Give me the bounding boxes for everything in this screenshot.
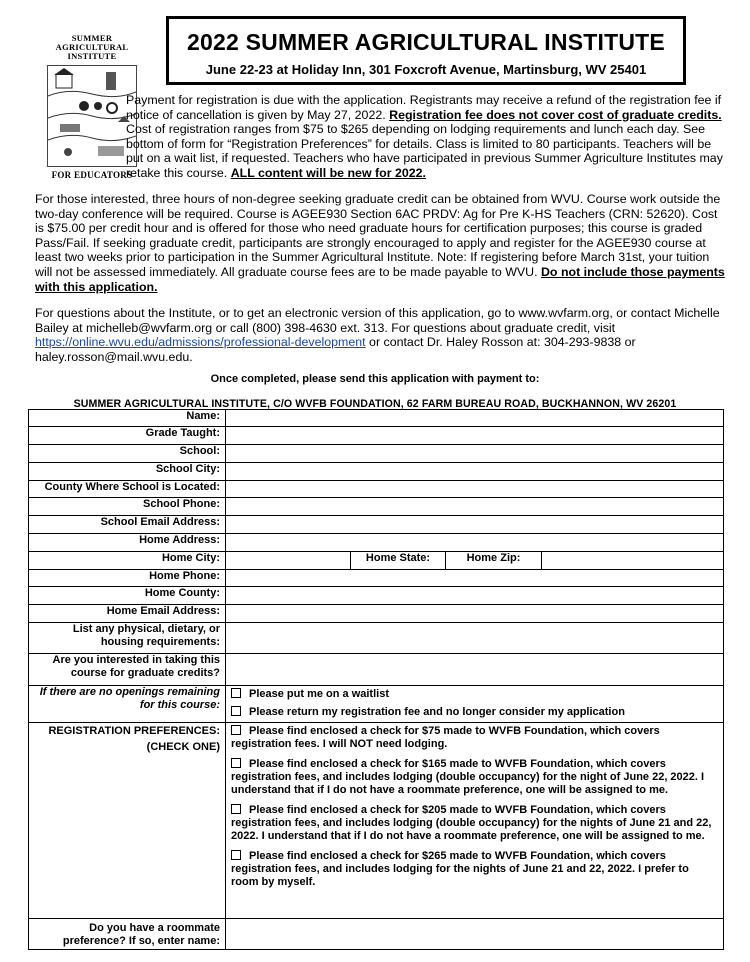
home-phone-label: Home Phone:	[29, 570, 226, 587]
contact-text-1: For questions about the Institute, or to get an electronic version of this application, go to www.wvfarm.org, or contact Michelle Bailey at michelleb@wvfarm.org or call (800) 398-4630 ext. 313. For questions about graduate credit, visit	[35, 306, 720, 335]
graduate-bold: Do not include those payments with this application.	[35, 264, 725, 294]
roommate-label: Do you have a roommate preference? If so, enter name:	[29, 919, 226, 950]
school-city-label: School City:	[29, 463, 226, 481]
county-field[interactable]	[226, 481, 724, 498]
school-phone-label: School Phone:	[29, 498, 226, 516]
grade-field[interactable]	[226, 427, 724, 445]
professional-development-link[interactable]: https://online.wvu.edu/admissions/professional-development	[35, 335, 366, 350]
home-city-label: Home City:	[29, 552, 226, 570]
option-265-label: Please find enclosed a check for $265 made to WVFB Foundation, which covers registration fees, and includes lodging for the nights of June 21 and 22, 2022. I prefer to room by myself.	[231, 850, 689, 888]
home-address-label: Home Address:	[29, 534, 226, 552]
home-email-label: Home Email Address:	[29, 605, 226, 623]
return-fee-checkbox[interactable]	[231, 706, 241, 716]
requirements-label: List any physical, dietary, or housing requirements:	[29, 623, 226, 654]
reg-pref-cell	[29, 723, 226, 919]
reg-pref-options	[226, 723, 724, 919]
option-205[interactable]	[231, 804, 718, 843]
county-label: County Where School is Located:	[29, 481, 226, 498]
home-zip-label: Home Zip:	[446, 552, 542, 570]
school-field[interactable]	[226, 445, 724, 463]
option-205-checkbox[interactable]	[231, 804, 241, 814]
no-openings-options	[226, 686, 724, 723]
reg-pref-label: REGISTRATION PREFERENCES:	[48, 725, 220, 737]
send-instruction: Once completed, please send this application with payment to:	[210, 373, 540, 385]
home-county-label: Home County:	[29, 587, 226, 605]
page-title: 2022 SUMMER AGRICULTURAL INSTITUTE	[187, 29, 665, 55]
home-city-field[interactable]	[226, 552, 351, 570]
grad-interest-field[interactable]	[226, 654, 724, 686]
school-phone-field[interactable]	[226, 498, 724, 516]
waitlist-checkbox[interactable]	[231, 688, 241, 698]
logo-title-line1: SUMMER	[71, 33, 113, 43]
event-details: June 22-23 at Holiday Inn, 301 Foxcroft Avenue, Martinsburg, WV 25401	[205, 62, 647, 77]
no-openings-label: If there are no openings remaining for this course:	[29, 686, 226, 723]
intro-bold-1: Registration fee does not cover cost of graduate credits.	[389, 107, 722, 122]
graduate-paragraph	[35, 192, 725, 294]
home-email-field[interactable]	[226, 605, 724, 623]
option-265-checkbox[interactable]	[231, 850, 241, 860]
logo-title-line2: AGRICULTURAL	[55, 42, 129, 52]
option-165-label: Please find enclosed a check for $165 made to WVFB Foundation, which covers registration fees, and includes lodging (double occupancy) for the night of June 22, 2022. I understand that if I do not have a roommate preference, one will be assigned to me.	[231, 758, 705, 796]
home-address-field[interactable]	[226, 534, 724, 552]
option-75[interactable]	[231, 725, 718, 751]
school-email-label: School Email Address:	[29, 516, 226, 534]
roommate-field[interactable]	[226, 919, 724, 950]
option-165-checkbox[interactable]	[231, 758, 241, 768]
intro-bold-2: ALL content will be new for 2022.	[230, 165, 426, 180]
mailing-address: SUMMER AGRICULTURAL INSTITUTE, C/O WVFB FOUNDATION, 62 FARM BUREAU ROAD, BUCKHANNON, WV 26201	[73, 398, 677, 410]
requirements-field[interactable]	[226, 623, 724, 654]
waitlist-option[interactable]	[231, 688, 718, 701]
option-75-checkbox[interactable]	[231, 725, 241, 735]
title-box	[166, 16, 686, 85]
intro-text-2: Cost of registration ranges from $75 to $265 depending on lodging requirements and lunch each day. See bottom of form for “Registration Preferences” for details. Class is limited to 80 participants. Teachers will be put on a wait list, if requested. Teachers who have participated in previous Summer Agriculture Institutes may retake this course.	[126, 122, 723, 180]
home-zip-field[interactable]	[542, 552, 724, 570]
intro-text-1: Payment for registration is due with the application. Registrants may receive a refund of the registration fee if notice of cancellation is given by May 27, 2022.	[126, 93, 722, 122]
home-county-field[interactable]	[226, 587, 724, 605]
graduate-text: For those interested, three hours of non-degree seeking graduate credit can be obtained from WVU. Course work outside the two-day conference will be required. Course is AGEE930 Section 6AC PRDV: Ag for Pre K-HS Teachers (CRN: 52620). Cost is $75.00 per credit hour and is offered for those who need graduate hours for certification purposes; this course is graded Pass/Fail. If seeking graduate credit, participants are strongly encouraged to apply and register for the AGEE930 course at least two weeks prior to participation in the Summer Agricultural Institute. Note: If registering before March 31st, your tuition will not be assessed immediately. All graduate course fees are to be made payable to WVU.	[35, 192, 721, 279]
option-75-label: Please find enclosed a check for $75 made to WVFB Foundation, which covers registration fees. I will NOT need lodging.	[231, 725, 660, 750]
school-email-field[interactable]	[226, 516, 724, 534]
logo-title-line3: INSTITUTE	[67, 51, 117, 61]
home-phone-field[interactable]	[226, 570, 724, 587]
contact-text-2: or contact Dr. Haley Rosson at: 304-293-9838 or haley.rosson@mail.wvu.edu.	[35, 335, 636, 364]
logo-bottom-label: FOR EDUCATORS	[51, 170, 133, 180]
check-one-label: (CHECK ONE)	[146, 741, 220, 753]
contact-paragraph	[35, 306, 725, 364]
home-state-label: Home State:	[351, 552, 446, 570]
name-label: Name:	[29, 410, 226, 427]
option-265[interactable]	[231, 850, 718, 889]
name-field[interactable]	[226, 410, 724, 427]
return-fee-option[interactable]	[231, 706, 718, 719]
option-165[interactable]	[231, 758, 718, 797]
registration-form	[28, 409, 724, 950]
option-205-label: Please find enclosed a check for $205 made to WVFB Foundation, which covers registration fees, and includes lodging (double occupancy) for the nights of June 21 and 22, 2022. I understand that if I do not have a roommate preference, one will be assigned to me.	[231, 804, 712, 842]
return-fee-label: Please return my registration fee and no longer consider my application	[249, 706, 625, 718]
farm-illustration-icon	[47, 65, 137, 167]
school-label: School:	[29, 445, 226, 463]
school-city-field[interactable]	[226, 463, 724, 481]
intro-paragraph	[126, 93, 726, 181]
grade-label: Grade Taught:	[29, 427, 226, 445]
grad-interest-label: Are you interested in taking this course for graduate credits?	[29, 654, 226, 686]
waitlist-label: Please put me on a waitlist	[249, 688, 389, 700]
